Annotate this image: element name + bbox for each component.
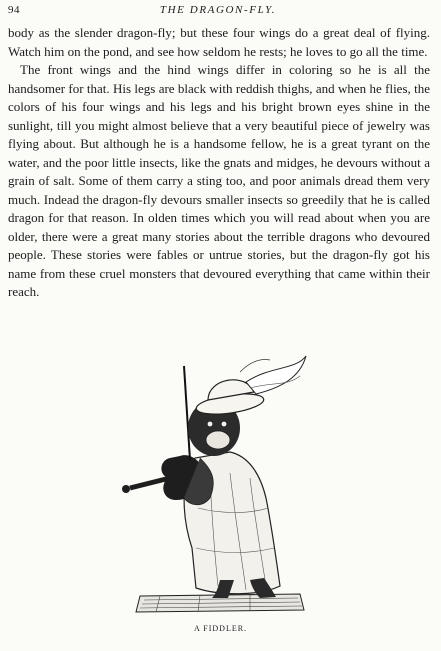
feathered-hat — [195, 356, 306, 418]
violin-bow — [184, 366, 190, 460]
body-text — [8, 24, 430, 302]
fiddler-illustration — [100, 348, 332, 618]
paragraph: The front wings and the hind wings differ in coloring so he is all the handsomer for that. His legs are black with reddish thighs, and when he flies, the colors of his four wings and his legs and his bright brown eyes shine in the sunlight, till you might almost believe that a very beautiful piece of jewelry was flying about. But although he is a handsome fellow, he is a great tyrant on the water, and the poor little insects, like the gnats and midges, he devours without a grain of salt. Some of them carry a sting too, and poor animals dread them very much. Indead the dragon-fly devours smaller insects so greedily that he is called dragon for that reason. In olden times which you will read about when you are older, there were a great many stories about the terrible dragons who devoured people. These stories were fables or untrue stories, but the dragon-fly got his name from these cruel monsters that devoured everything that came within their reach. — [8, 62, 430, 299]
page-number: 94 — [8, 4, 20, 16]
figure-caption: A FIDDLER. — [193, 624, 248, 633]
running-head: THE DRAGON-FLY. — [159, 4, 277, 16]
page-header — [8, 4, 428, 20]
paragraph-continued: body as the slender dragon-fly; but these four wings do a great deal of flying. Watch him on the pond, and see how seldom he rests; he loves to go all the time. — [8, 25, 430, 59]
